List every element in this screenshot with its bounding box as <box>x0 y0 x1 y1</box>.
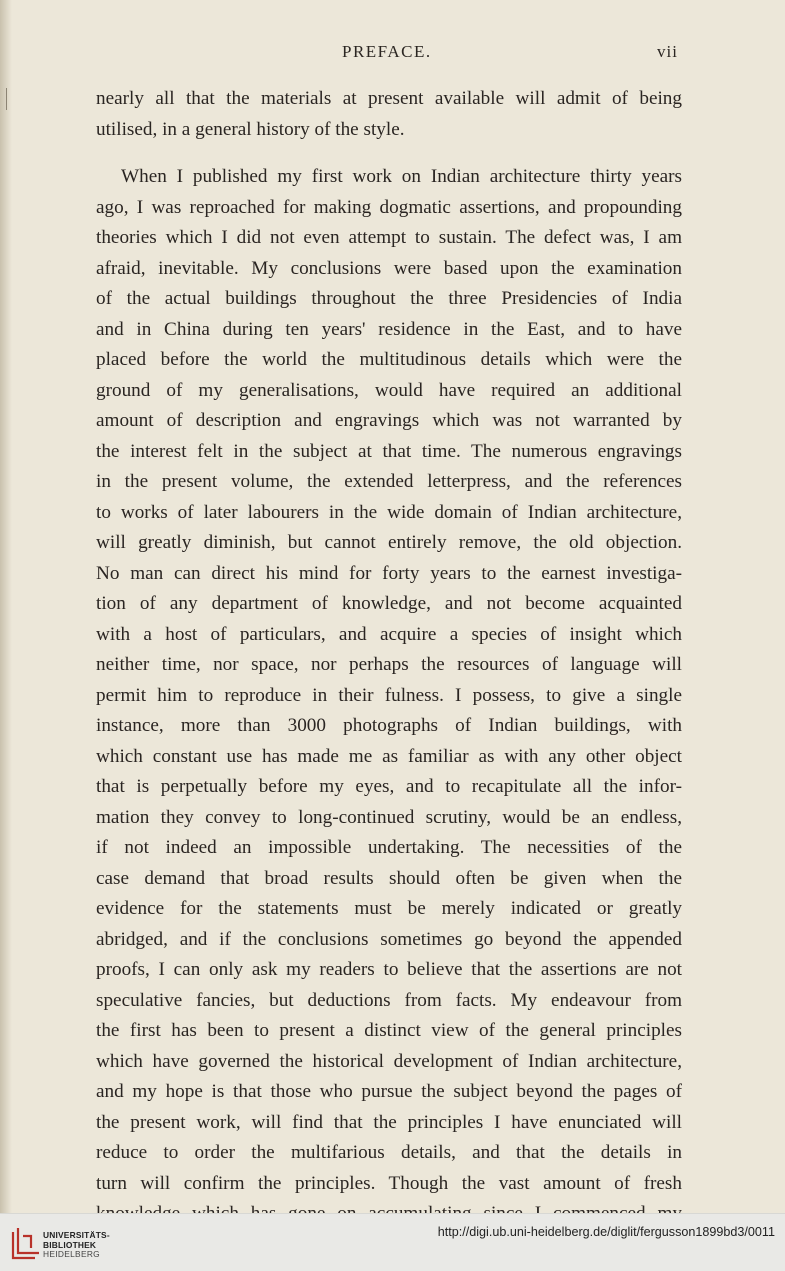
text-line: reduce to order the multifarious details, and that the details in <box>96 1142 682 1163</box>
text-line: the first has been to present a distinct view of the general principles <box>96 1020 682 1041</box>
text-line: instance, more than 3000 photographs of Indian buildings, with <box>96 715 682 736</box>
page-number: vii <box>657 42 678 61</box>
text-line: When I published my first work on Indian architecture thirty years <box>121 166 682 187</box>
paragraph-2 <box>96 162 682 1230</box>
text-line: which constant use has made me as familiar as with any other object <box>96 745 682 767</box>
text-line: nearly all that the materials at present available will admit of being <box>96 88 682 109</box>
text-line: tion of any department of knowledge, and not become acquainted <box>96 593 682 614</box>
text-line: proofs, I can only ask my readers to believe that the assertions are not <box>96 959 682 980</box>
source-url-link[interactable]: http://digi.ub.uni-heidelberg.de/diglit/fergusson1899bd3/0011 <box>437 1225 775 1239</box>
text-line: and my hope is that those who pursue the subject beyond the pages of <box>96 1081 682 1102</box>
text-line: of the actual buildings throughout the three Presidencies of India <box>96 288 682 309</box>
text-line: if not indeed an impossible undertaking. The necessities of the <box>96 837 682 858</box>
running-head <box>0 42 785 68</box>
text-line: permit him to reproduce in their fulness. I possess, to give a single <box>96 684 682 706</box>
text-line: mation they convey to long-continued scrutiny, would be an endless, <box>96 806 682 828</box>
library-name <box>43 1231 110 1260</box>
text-line: speculative fancies, but deductions from facts. My endeavour from <box>96 989 682 1011</box>
library-logo-icon <box>9 1226 39 1264</box>
library-name-line-1: UNIVERSITÄTS- <box>43 1230 110 1240</box>
text-line: to works of later labourers in the wide domain of Indian architecture, <box>96 501 682 523</box>
text-line: that is perpetually before my eyes, and to recapitulate all the infor- <box>96 776 682 797</box>
text-line: ago, I was reproached for making dogmatic assertions, and propounding <box>96 196 682 218</box>
text-line: afraid, inevitable. My conclusions were based upon the examination <box>96 257 682 279</box>
text-line: and in China during ten years' residence in the East, and to have <box>96 318 682 340</box>
text-line: with a host of particulars, and acquire a species of insight which <box>96 623 682 645</box>
page-gutter-shadow <box>0 0 12 1213</box>
text-line: neither time, nor space, nor perhaps the resources of language will <box>96 654 682 675</box>
text-line: will greatly diminish, but cannot entirely remove, the old objection. <box>96 532 682 553</box>
page-edge-mark <box>6 88 7 110</box>
library-name-line-2: BIBLIOTHEK <box>43 1239 97 1250</box>
text-line: evidence for the statements must be merely indicated or greatly <box>96 898 682 919</box>
page-title: PREFACE. <box>342 42 432 61</box>
text-line: amount of description and engravings which was not warranted by <box>96 410 682 431</box>
digitization-footer <box>0 1213 785 1271</box>
text-line: the interest felt in the subject at that time. The numerous engravings <box>96 440 682 462</box>
text-line: turn will confirm the principles. Though the vast amount of fresh <box>96 1172 682 1194</box>
text-line: case demand that broad results should often be given when the <box>96 867 682 889</box>
text-line: in the present volume, the extended letterpress, and the references <box>96 471 682 492</box>
library-name-line-3: HEIDELBERG <box>43 1249 100 1259</box>
text-line: theories which I did not even attempt to sustain. The defect was, I am <box>96 227 682 248</box>
text-line: placed before the world the multitudinous details which were the <box>96 349 682 370</box>
text-line: No man can direct his mind for forty years to the earnest investiga- <box>96 562 682 584</box>
text-line: utilised, in a general history of the style. <box>96 118 405 140</box>
text-line: which have governed the historical development of Indian architecture, <box>96 1050 682 1072</box>
text-line: abridged, and if the conclusions sometimes go beyond the appended <box>96 928 682 950</box>
text-line: the present work, will find that the principles I have enunciated will <box>96 1111 682 1133</box>
paragraph-1 <box>96 84 682 145</box>
text-line: ground of my generalisations, would have required an additional <box>96 379 682 401</box>
